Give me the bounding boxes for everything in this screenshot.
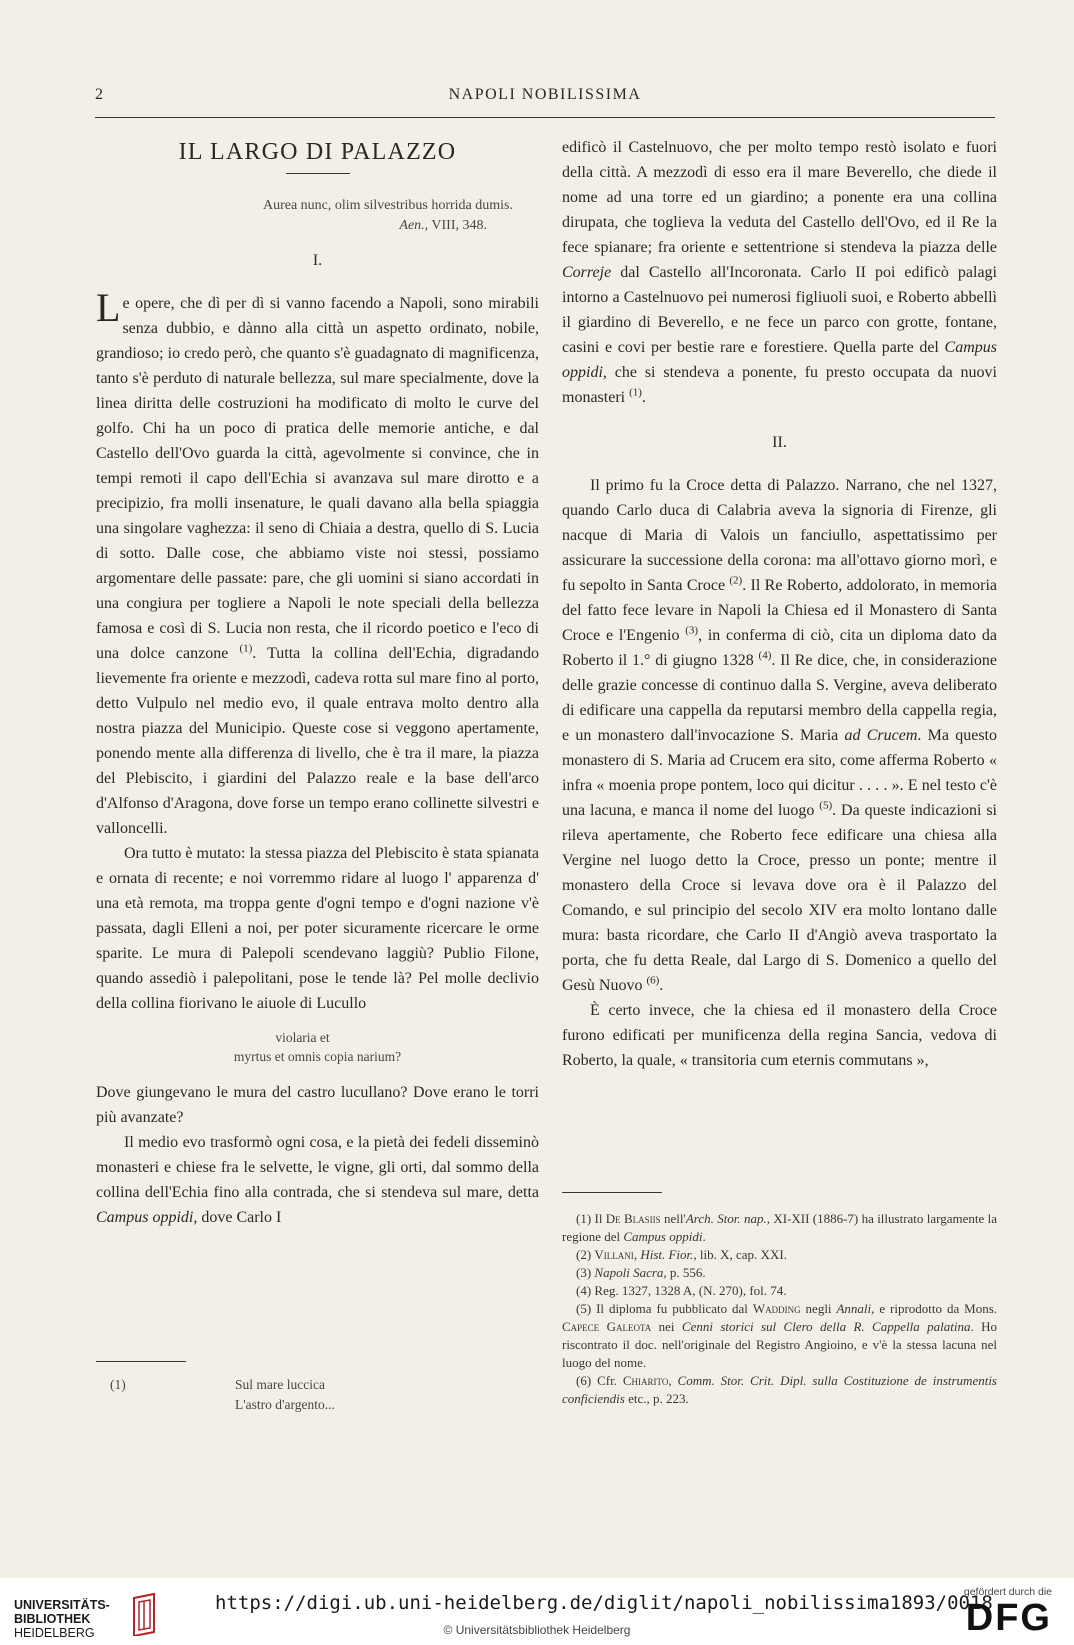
paragraph-1: Le opere, che dì per dì si vanno facendo a Napoli, sono mirabili senza dubbio, e dànno alla città un aspetto ordinato, nobile, grandioso; io credo però, che quanto s'è guadagnato di magnificenza, tanto s'è perduto di naturale bellezza, sul mare specialmente, dove la linea diritta delle costruzioni ha modificato di molto le curve del golfo. Chi ha un poco di pratica delle memorie antiche, e dal Castello dell'Ovo guarda la città, agevolmente si convince, che in tempi remoti il capo dell'Echia si avanzava sul mare dirotto e a precipizio, fra molli insenature, le quali davano alla bella spiaggia una singolare vaghezza: il seno di Chiaia a destra, quello di S. Lucia di sotto. Dalle cose, che abbiamo viste noi stessi, possiamo argomentare delle passate: pare, che gli uomini si siano accordati in una congiura per togliere a Napoli le note speciali della bellezza famosa e così di S. Lucia non resta, che il ricordo poetico e l'eco di una dolce canzone $^{(1)}$. Tutta la collina dell'Echia, digradando lievemente fra oriente e mezzodì, cadeva rotta sul mare fino al porto, detto Vulpulo nel medio evo, il quale entrava molto dentro alla nostra piazza del Municipio. Queste cose si veggono apertamente, ponendo mente alla differenza di livello, che è tra il mare, la piazza del Plebiscito, i giardini del Palazzo reale e la base dell'arco d'Alfonso d'Aragona, dove forse un tempo erano collinette silvestri e valloncelli. xyxy=(96,285,539,837)
footnote-6: (6) Cfr. Chiarito, Comm. Stor. Crit. Dipl. sulla Costituzione de instrumentis conficiendis etc., p. 223. xyxy=(562,1373,997,1406)
library-name: UNIVERSITÄTS- BIBLIOTHEK HEIDELBERG xyxy=(14,1598,110,1640)
paragraph-6: Il primo fu la Croce detta di Palazzo. Narrano, che nel 1327, quando Carlo duca di Calabria aveva la signoria di Firenze, gli nacque di Maria di Valois un fanciullo, aspettatissimo per assicurare la successione della corona: ma all'ottavo giorno morì, e fu sepolto in Santa Croce $^{(2)}$. Il Re Roberto, addolorato, in memoria del fatto fece levare in Napoli la Chiesa ed il Monastero di Santa Croce e l'Engenio $^{(3)}$, in conferma di ciò, cita un diploma dato da Roberto il 1.° di giugno 1328 $^{(4)}$. Il Re dice, che, in considerazione delle grazie concesse di continuo dalla S. Vergine, aveva deliberato di edificare una cappella da reputarsi membro della cappella regia, e un monastero dall'invocazione S. Maria ad Crucem. Ma questo monastero di S. Maria ad Crucem era sito, come afferma Roberto « infra « moenia prope pontem, loco qui dicitur . . . . ». E nel testo c'è una lacuna, e manca il nome del luogo $^{(5)}$. Da queste indicazioni si rileva apertamente, che Roberto fece edificare una chiesa alla Vergine nel luogo detto la Croce, presso un ponte; mentre il monastero della Croce si levava dove ora è il Palazzo del Comando, e sul principio del secolo XIV era molto lontano dalle mura: basta ricordare, che Carlo II d'Angiò aveva trasportato la porta, che fu detta Reale, dal Largo di S. Domenico a quello del Gesù Nuovo $^{(6)}$. xyxy=(562,477,998,994)
article-title: IL LARGO DI PALAZZO xyxy=(178,139,457,165)
right-column xyxy=(562,135,997,1073)
copyright-notice: © Universitätsbibliothek Heidelberg xyxy=(443,1623,631,1637)
page-number: 2 xyxy=(95,86,103,103)
footnote-ref: (5) xyxy=(819,799,833,812)
footnote-2: (2) Villani, Hist. Fior., lib. X, cap. XXI. xyxy=(576,1247,787,1262)
footnote-mark: (1) xyxy=(110,1377,126,1392)
footnote-ref: (1) xyxy=(629,386,642,399)
running-head xyxy=(95,86,995,110)
epigraph-text: Aurea nunc, olim silvestribus horrida dumis. xyxy=(262,198,513,213)
footnote-4: (4) Reg. 1327, 1328 A, (N. 270), fol. 74. xyxy=(576,1283,787,1298)
epigraph xyxy=(96,196,539,236)
paragraph-2: Ora tutto è mutato: la stessa piazza del Plebiscito è stata spianata e ornata di recente; e noi vorremmo ridare al luogo l' apparenza d' una età remota, ma troppa gente d'ogni tempo e d'ogni nazione v'è passata, dagli Elleni a noi, per poter sicuramente ricercare le orme sparite. Le mura di Palepoli scendevano laggiù? Publio Filone, quando assediò i palepolitani, pose le tende là? Pel molle declivio della collina fiorivano le aiuole di Lucullo xyxy=(96,845,539,1012)
dfg-logo[interactable] xyxy=(942,1586,1052,1638)
footnote-ref: (2) xyxy=(729,574,743,587)
footer-bar xyxy=(0,1578,1074,1645)
footnote-ref: (4) xyxy=(758,649,772,662)
dfg-wordmark: DFG xyxy=(965,1597,1052,1639)
section-number-2: II. xyxy=(772,434,787,451)
journal-title: NAPOLI NOBILISSIMA xyxy=(448,86,642,103)
drop-cap: L xyxy=(96,285,121,330)
verse-quote: violaria et myrtus et omnis copia narium? xyxy=(233,1030,402,1064)
footnote-ref: (3) xyxy=(685,624,699,637)
footnote-5: (5) Il diploma fu pubblicato dal Wadding negli Annali, e riprodotto da Mons. Capece Galeota nei Cenni storici sul Clero della R. Cappella palatina. Ho riscontrato il doc. nell'originale del Registro Angioino, e v'è la stessa lacuna nel luogo del nome. xyxy=(562,1301,998,1370)
epigraph-reference: Aen., VIII, 348. xyxy=(399,218,487,233)
paragraph-7: È certo invece, che la chiesa ed il monastero della Croce furono edificati per munificenza della regina Sancia, vedova di Roberto, la quale, « transitoria cum eternis commutans », xyxy=(562,1002,997,1069)
paragraph-5: edificò il Castelnuovo, che per molto tempo restò isolato e fuori della città. A mezzodì di esso era il mare Beverello, che diede il nome ad una torre ed un giardino; a ponente era una collina dirupata, che toglieva la veduta del Castello dell'Ovo, ed il Re la fece spianare; fra oriente e settentrione si stendeva la piazza delle Correje dal Castello all'Incoronata. Carlo II poi edificò palagi intorno a Castelnuovo pei numerosi figliuoli suoi, e Roberto abbellì il giardino di Beverello, e ne fece un parco con grotte, fontane, casini e covi per bestie rare e forestiere. Quella parte del Campus oppidi, che si stendeva a ponente, fu presto occupata da nuovi monasteri $^{(1)}$. xyxy=(562,139,997,406)
title-rule xyxy=(286,173,350,174)
footnote-rule-left xyxy=(96,1361,186,1362)
paragraph-4: Il medio evo trasformò ogni cosa, e la pietà dei fedeli disseminò monasteri e chiese fra le selvette, le vigne, gli orti, dal sommo della collina dell'Echia fino alla contrada, che si stendeva sul mare, detta Campus oppidi, dove Carlo I xyxy=(96,1134,539,1226)
header-rule xyxy=(95,117,995,118)
footnote-verse: Sul mare luccica L'astro d'argento... xyxy=(235,1377,335,1412)
footnotes xyxy=(562,1210,997,1408)
footnote-3: (3) Napoli Sacra, p. 556. xyxy=(576,1265,706,1280)
footnote-ref: (1) xyxy=(239,642,253,655)
footnote-1: (1) Il De Blasiis nell'Arch. Stor. nap., XI-XII (1886-7) ha illustrato largamente la regione del Campus oppidi. xyxy=(562,1211,997,1244)
footnote-rule-right xyxy=(562,1192,662,1193)
left-column xyxy=(96,135,539,1230)
funding-caption: gefördert durch die xyxy=(963,1586,1052,1598)
paragraph-3: Dove giungevano le mura del castro lucullano? Dove erano le torri più avanzate? xyxy=(96,1084,539,1126)
section-number-1: I. xyxy=(312,252,323,269)
permalink-url[interactable]: https://digi.ub.uni-heidelberg.de/diglit/napoli_nobilissima1893/0018 xyxy=(215,1592,993,1614)
footnote-ref: (6) xyxy=(646,974,660,987)
